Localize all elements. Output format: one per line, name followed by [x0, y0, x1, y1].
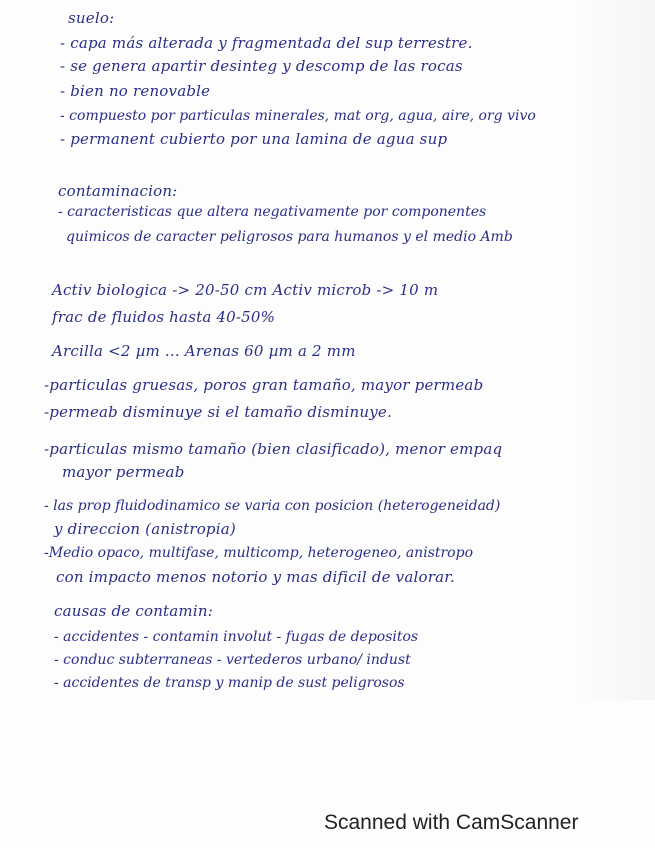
bleed-through-shadow [575, 0, 655, 700]
note-line: - caracteristicas que altera negativamente por componentes [58, 204, 487, 220]
note-line: -Medio opaco, multifase, multicomp, heterogeneo, anistropo [44, 545, 474, 561]
note-line: -permeab disminuye si el tamaño disminuye. [44, 403, 392, 421]
note-line: - permanent cubierto por una lamina de agua sup [60, 130, 448, 148]
note-line: y direccion (anistropia) [54, 520, 236, 538]
note-line: - accidentes - contamin involut - fugas de depositos [54, 629, 419, 645]
note-line: mayor permeab [62, 463, 185, 481]
note-line: -particulas gruesas, poros gran tamaño, mayor permeab [44, 376, 484, 394]
note-line: -particulas mismo tamaño (bien clasificado), menor empaq [44, 440, 503, 458]
note-line: - las prop fluidodinamico se varia con posicion (heterogeneidad) [44, 498, 501, 514]
note-line: - compuesto por particulas minerales, mat org, agua, aire, org vivo [60, 108, 536, 124]
note-line: frac de fluidos hasta 40-50% [52, 308, 276, 326]
note-line-heading-contaminacion: contaminacion: [58, 182, 178, 200]
note-line: - conduc subterraneas - vertederos urbano/ indust [54, 652, 411, 668]
note-line: Arcilla <2 µm ... Arenas 60 µm a 2 mm [52, 342, 356, 360]
note-line: - se genera apartir desinteg y descomp de las rocas [60, 57, 463, 75]
note-line: - bien no renovable [60, 82, 211, 100]
note-line: quimicos de caracter peligrosos para humanos y el medio Amb [66, 229, 513, 245]
note-line: con impacto menos notorio y mas dificil de valorar. [56, 568, 455, 586]
note-line: - accidentes de transp y manip de sust peligrosos [54, 675, 405, 691]
note-line: - capa más alterada y fragmentada del sup terrestre. [60, 34, 473, 52]
note-line: Activ biologica -> 20-50 cm Activ microb -> 10 m [52, 281, 439, 299]
note-line-heading-causas: causas de contamin: [54, 602, 213, 620]
camscanner-watermark: Scanned with CamScanner [324, 811, 579, 834]
note-line-heading-suelo: suelo: [68, 9, 115, 27]
